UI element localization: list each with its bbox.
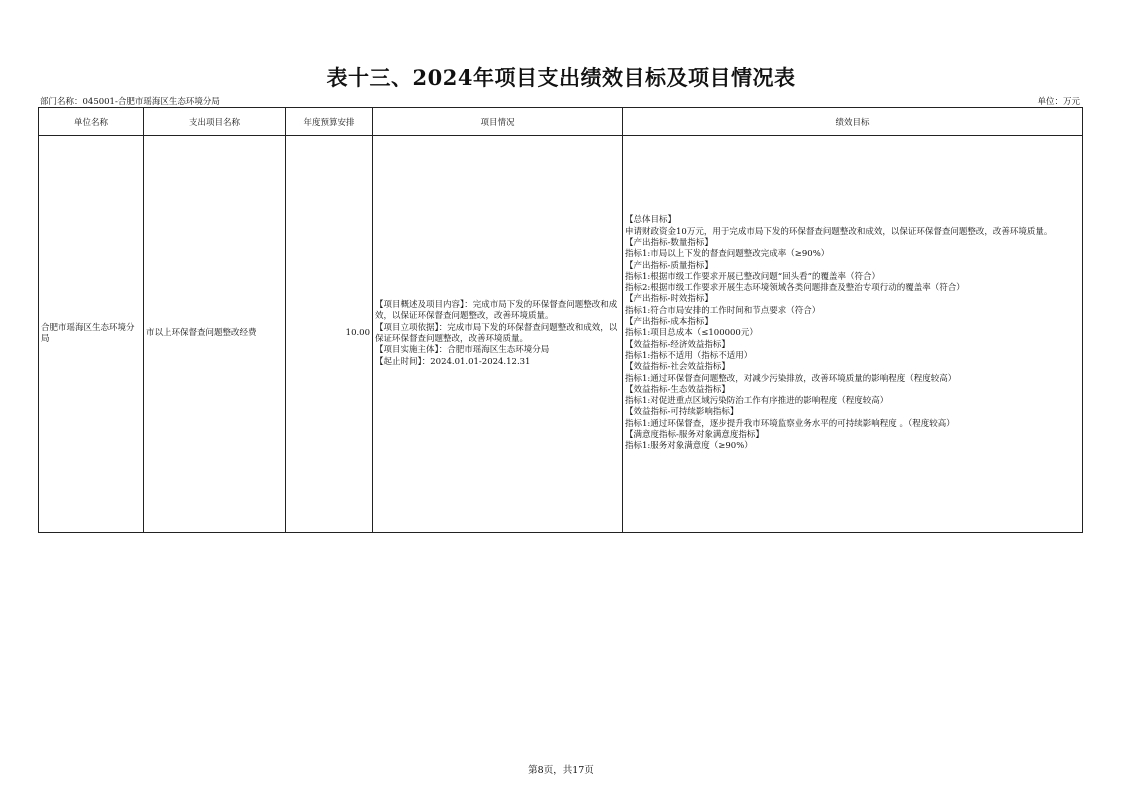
cell-project-info	[373, 136, 623, 533]
performance-line: 指标1:对促进重点区域污染防治工作有序推进的影响程度（程度较高）	[625, 396, 889, 407]
performance-line: 【总体目标】	[625, 215, 677, 226]
project-info-line: 【起止时间】：2024.01.01-2024.12.31	[375, 356, 531, 367]
performance-line: 【效益指标-社会效益指标】	[625, 362, 730, 373]
performance-line: 【产出指标-时效指标】	[625, 294, 713, 305]
performance-line: 【效益指标-生态效益指标】	[625, 384, 730, 395]
header-project-name: 支出项目名称	[144, 108, 286, 136]
page-title: 表十三、2024年项目支出绩效目标及项目情况表	[326, 65, 796, 90]
unit-label: 单位：万元	[1037, 97, 1080, 107]
performance-line: 指标1:通过环保督查问题整改，对减少污染排放，改善环境质量的影响程度（程度较高）	[625, 373, 957, 384]
performance-line: 指标2:根据市级工作要求开展生态环境领域各类问题排查及整治专项行动的覆盖率（符合）	[625, 283, 965, 294]
performance-line: 【满意度指标-服务对象满意度指标】	[625, 430, 764, 441]
performance-line: 指标1:项目总成本（≤100000元）	[625, 328, 758, 339]
performance-line: 指标1:符合市局安排的工作时间和节点要求（符合）	[625, 305, 821, 316]
cell-unit-name: 合肥市瑶海区生态环境分局	[39, 136, 144, 533]
performance-line: 【效益指标-可持续影响指标】	[625, 407, 739, 418]
performance-line: 指标1:通过环保督查，逐步提升我市环境监察业务水平的可持续影响程度 。（程度较高）	[625, 418, 955, 429]
department-label: 部门名称：045001-合肥市瑶海区生态环境分局	[40, 97, 220, 107]
performance-line: 【产出指标-质量指标】	[625, 260, 713, 271]
performance-line: 【产出指标-成本指标】	[625, 317, 713, 328]
page-footer: 第8页，共17页	[528, 765, 594, 776]
performance-line: 指标1:服务对象满意度（≥90%）	[625, 441, 753, 452]
cell-project-name: 市以上环保督查问题整改经费	[144, 136, 286, 533]
performance-line: 指标1:市局以上下发的督查问题整改完成率（≥90%）	[625, 249, 830, 260]
performance-line: 指标1:根据市级工作要求开展已整改问题“回头看”的覆盖率（符合）	[625, 271, 880, 282]
table-row	[39, 136, 1083, 533]
project-info-line: 【项目概述及项目内容】：完成市局下发的环保督查问题整改和成效，以保证环保督查问题整改，改善环境质量。	[375, 300, 618, 322]
header-budget: 年度预算安排	[286, 108, 373, 136]
project-info-line: 【项目实施主体】：合肥市瑶海区生态环境分局	[375, 345, 550, 356]
header-unit-name: 单位名称	[39, 108, 144, 136]
performance-line: 指标1:指标不适用（指标不适用）	[625, 350, 753, 361]
header-project-info: 项目情况	[373, 108, 623, 136]
performance-line: 【效益指标-经济效益指标】	[625, 339, 730, 350]
performance-table	[38, 107, 1083, 533]
cell-performance	[623, 136, 1083, 533]
performance-line: 【产出指标-数量指标】	[625, 237, 713, 248]
cell-budget: 10.00	[286, 136, 373, 533]
performance-line: 申请财政资金10万元，用于完成市局下发的环保督查问题整改和成效，以保证环保督查问题整改，改善环境质量。	[625, 226, 1053, 237]
table-header-row	[39, 108, 1083, 136]
project-info-line: 【项目立项依据】：完成市局下发的环保督查问题整改和成效，以保证环保督查问题整改，改善环境质量。	[375, 322, 618, 344]
header-performance: 绩效目标	[623, 108, 1083, 136]
